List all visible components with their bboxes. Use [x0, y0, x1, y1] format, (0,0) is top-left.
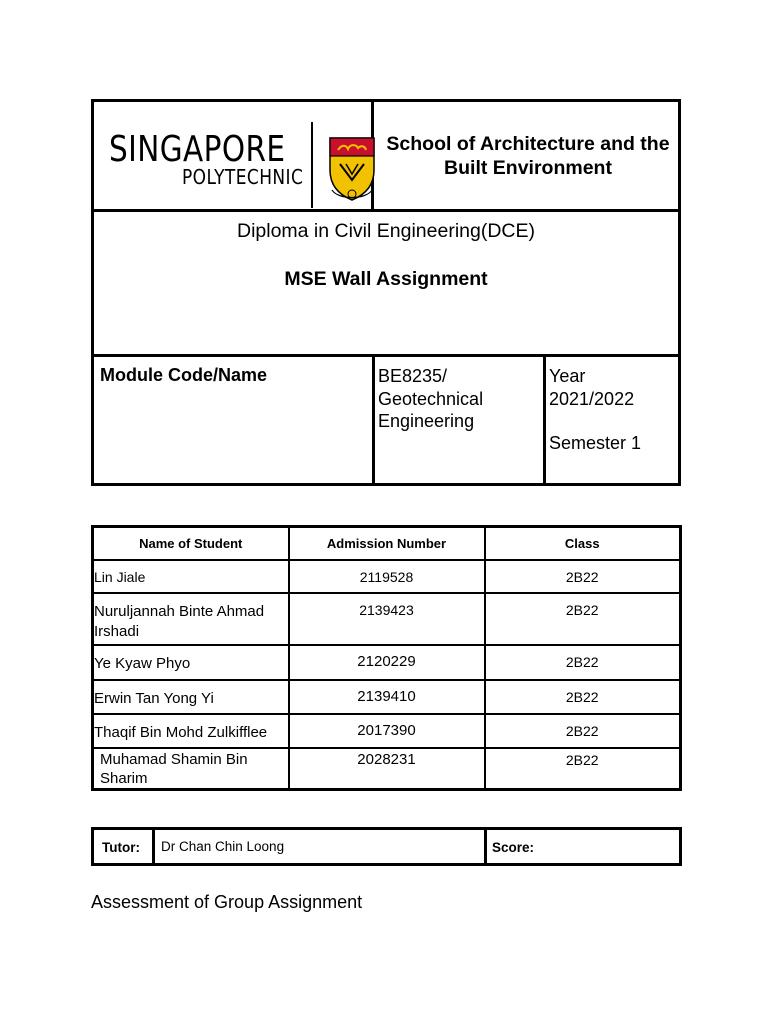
class-code: 2B22 — [485, 714, 681, 748]
logo-divider — [311, 122, 313, 208]
year-value: 2021/2022 — [549, 388, 635, 409]
admission-number: 2139423 — [289, 593, 485, 645]
year-label: Year — [549, 366, 586, 386]
table-header-row — [93, 527, 681, 561]
table-row — [93, 680, 681, 714]
student-name: Lin Jiale — [93, 560, 289, 593]
student-name: Muhamad Shamin Bin Sharim — [93, 748, 289, 790]
table-row — [93, 593, 681, 645]
column-header: Admission Number — [289, 527, 485, 561]
crest-icon — [324, 134, 380, 204]
logo-wordmark: SINGAPORE — [109, 129, 286, 170]
semester: Semester 1 — [549, 433, 642, 453]
admission-number: 2017390 — [289, 714, 485, 748]
score-label: Score: — [492, 840, 535, 855]
module-label: Module Code/Name — [100, 365, 268, 385]
class-code: 2B22 — [485, 645, 681, 680]
module-code-line: Engineering — [378, 411, 475, 431]
class-code: 2B22 — [485, 593, 681, 645]
class-code: 2B22 — [485, 560, 681, 593]
module-code — [378, 365, 483, 433]
class-code: 2B22 — [485, 680, 681, 714]
module-code-line: BE8235/ — [378, 366, 448, 386]
student-name: Thaqif Bin Mohd Zulkifflee — [93, 714, 289, 748]
students-table — [91, 525, 682, 791]
singapore-polytechnic-logo — [109, 114, 369, 204]
school-name: School of Architecture and the Built Environment — [386, 133, 670, 179]
tutor-row — [91, 827, 682, 866]
admission-number: 2139410 — [289, 680, 485, 714]
diploma-title: Diploma in Civil Engineering(DCE) — [236, 220, 536, 242]
divider — [484, 830, 487, 863]
divider — [94, 209, 678, 212]
column-header: Class — [485, 527, 681, 561]
divider — [543, 355, 546, 483]
student-name: Erwin Tan Yong Yi — [93, 680, 289, 714]
student-name: Nuruljannah Binte Ahmad Irshadi — [93, 593, 289, 645]
admission-number: 2028231 — [289, 748, 485, 790]
assignment-title: MSE Wall Assignment — [284, 268, 488, 290]
divider — [94, 354, 678, 357]
admission-number: 2120229 — [289, 645, 485, 680]
tutor-name: Dr Chan Chin Loong — [161, 839, 285, 854]
column-header: Name of Student — [93, 527, 289, 561]
logo-subtitle: POLYTECHNIC — [182, 165, 304, 189]
year-cell — [549, 365, 634, 410]
table-row — [93, 645, 681, 680]
table-row — [93, 714, 681, 748]
table-row — [93, 748, 681, 790]
divider — [152, 830, 155, 863]
module-code-line: Geotechnical — [378, 388, 484, 409]
student-name: Ye Kyaw Phyo — [93, 645, 289, 680]
tutor-label: Tutor: — [102, 840, 140, 855]
class-code: 2B22 — [485, 748, 681, 790]
assessment-heading: Assessment of Group Assignment — [91, 892, 363, 912]
table-row — [93, 560, 681, 593]
divider — [372, 355, 375, 483]
cover-header — [91, 99, 681, 486]
admission-number: 2119528 — [289, 560, 485, 593]
